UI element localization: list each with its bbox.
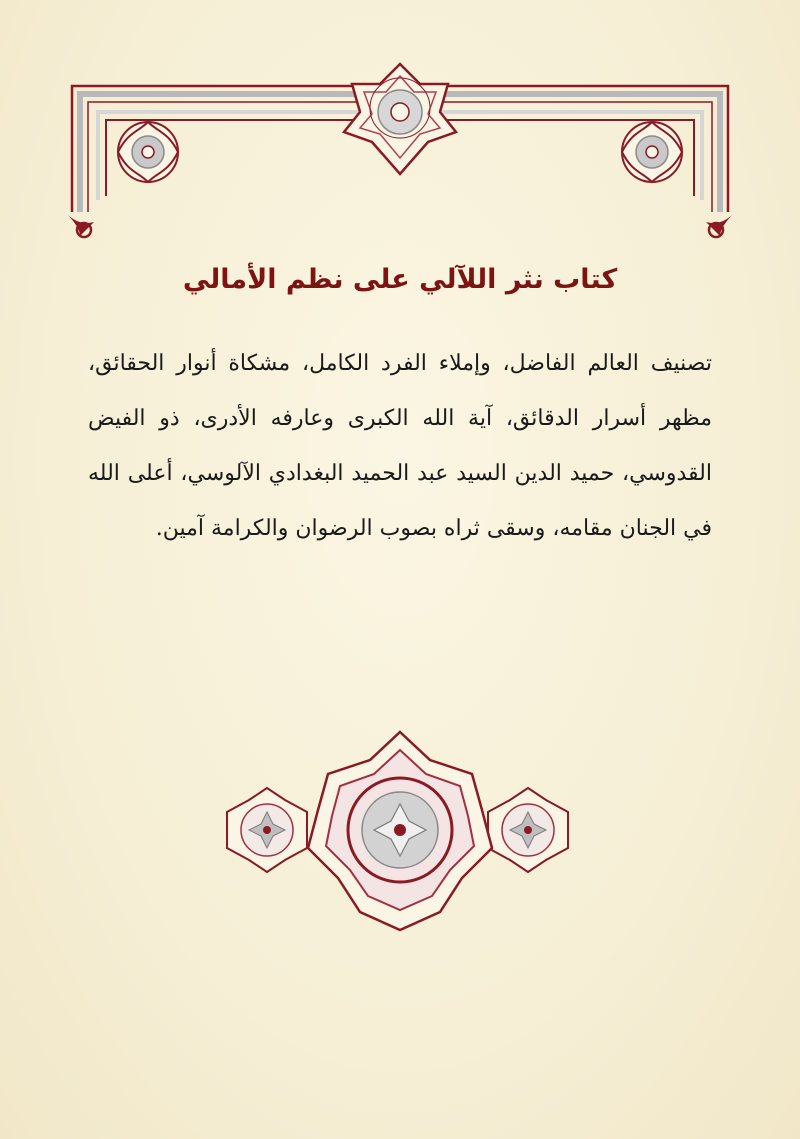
bottom-ornament	[0, 725, 800, 935]
medallion-icon	[308, 732, 492, 930]
corner-rosette-icon	[622, 122, 682, 182]
book-title: كتاب نثر اللآلي على نظم الأمالي	[182, 264, 618, 295]
medallion-icon	[227, 788, 307, 872]
medallion-icon	[488, 788, 568, 872]
description-paragraph: تصنيف العالم الفاضل، وإملاء الفرد الكامل، مشكاة أنوار الحقائق، مظهر أسرار الدقائق، آية الله الكبرى وعارفه الأدرى، ذو الفيض القدوسي، حميد الدين السيد عبد الحميد البغدادي الآلوسي، أعلى الله في الجنان مقامه، وسقى ثراه بصوب الرضوان والكرامة آمين.	[88, 351, 712, 541]
header-frame-ornament	[0, 0, 800, 260]
corner-rosette-icon	[118, 122, 178, 182]
